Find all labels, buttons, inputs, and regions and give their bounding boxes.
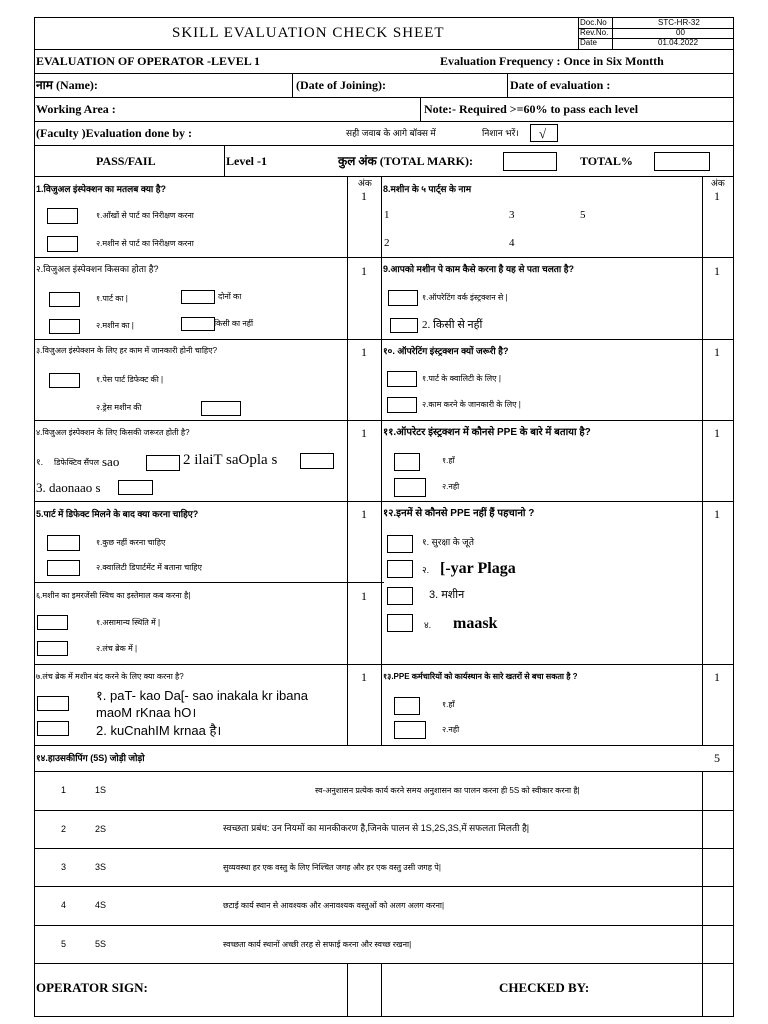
date-value: 01.04.2022 <box>658 38 699 47</box>
answer-checkbox[interactable] <box>394 721 426 739</box>
answer-checkbox[interactable] <box>390 318 418 333</box>
option-prefix: २. <box>422 565 430 575</box>
five-s-description: सुव्यवस्था हर एक वस्तु के लिए निश्चित जगह और हर एक वस्तु उसी जगह पे| <box>223 863 441 872</box>
answer-checkbox[interactable] <box>49 292 80 307</box>
rev-no-value: 00 <box>676 28 685 37</box>
row-line <box>34 145 734 146</box>
option-label: 3. मशीन <box>429 589 465 601</box>
question-2-title: २.विजुअल इंस्पेक्शन किसका होता है? <box>36 264 159 274</box>
five-s-term: 1S <box>95 785 107 795</box>
option-label: डिफेक्टिव सैंपल <box>54 458 100 467</box>
option-label: 3. daonaao s <box>36 480 101 495</box>
question-9-marks: 1 <box>714 264 720 278</box>
machine-part-4[interactable]: 4 <box>509 237 515 249</box>
answer-checkbox[interactable] <box>146 455 180 471</box>
question-12-marks: 1 <box>714 507 720 521</box>
col-line <box>702 771 703 963</box>
option-label: 2. kuCnahIM krnaa है। <box>96 723 222 738</box>
option-label: १.पार्ट के क्वालिटी के लिए | <box>422 374 501 383</box>
date-label: Date <box>580 38 597 47</box>
evaluation-date-field[interactable]: Date of evaluation : <box>510 78 611 92</box>
question-1-title: 1.विजुअल इंस्पेक्शन का मतलब क्या है? <box>36 184 167 194</box>
level-label: Level -1 <box>226 154 267 168</box>
five-s-description: स्वच्छता प्रबंध: उन नियमों का मानकीकरण है,जिनके पालन से 1S,2S,3S,में सफलता मिलती है| <box>223 823 530 833</box>
option-label: maask <box>453 615 498 632</box>
row-line <box>34 73 734 74</box>
option-label: २.ड्रेस मशीन की <box>96 403 142 412</box>
checked-by-field[interactable]: CHECKED BY: <box>499 980 590 995</box>
total-mark-label: कुल अंक (TOTAL MARK): <box>338 154 473 168</box>
row-number: 5 <box>61 939 67 949</box>
option-label: १.असामान्य स्थिति में | <box>96 618 161 627</box>
row-line <box>34 121 734 122</box>
col-line <box>702 176 703 745</box>
option-label: १.हाँ <box>442 456 455 465</box>
answer-checkbox[interactable] <box>49 319 80 334</box>
row-number: 1 <box>61 785 67 795</box>
faculty-field[interactable]: (Faculty )Evaluation done by : <box>36 126 193 140</box>
machine-part-1[interactable]: 1 <box>384 209 390 221</box>
question-1-marks: 1 <box>361 189 367 203</box>
answer-checkbox[interactable] <box>37 696 69 711</box>
row-line <box>34 925 734 926</box>
row-line <box>34 810 734 811</box>
pass-note: Note:- Required >=60% to pass each level <box>424 102 639 116</box>
row-line <box>34 745 734 746</box>
answer-checkbox[interactable] <box>201 401 241 416</box>
option-label: २.मशीन से पार्ट का निरीक्षण करना <box>96 239 194 248</box>
row-line <box>34 664 734 665</box>
option-label: २.काम करने के जानकारी के लिए | <box>422 400 521 409</box>
question-8-title: 8.मशीन के ५ पार्ट्स के नाम <box>383 184 472 194</box>
answer-checkbox[interactable] <box>47 535 80 551</box>
option-label: १. सुरक्षा के जूते <box>422 537 474 547</box>
question-11-title: ११.ऑपरेटर इंस्ट्रक्शन में कौनसे PPE के बारे में बताया है? <box>383 427 591 438</box>
row-line <box>34 501 734 502</box>
question-7-title: ७.लंच ब्रेक में मशीन बंद करने के लिए क्या करना है? <box>36 672 184 681</box>
question-6-marks: 1 <box>361 589 367 603</box>
frame-top <box>34 17 734 18</box>
answer-checkbox[interactable] <box>37 721 69 736</box>
answer-checkbox[interactable] <box>387 535 413 553</box>
question-3-title: ३.विजुअल इंस्पेक्शन के लिए हर काम में जानकारी होनी चाहिए? <box>36 346 218 355</box>
option-label: १.कुछ नहीं करना चाहिए <box>96 538 166 547</box>
answer-checkbox[interactable] <box>394 697 420 715</box>
col-line <box>347 963 348 1016</box>
row-line <box>34 848 734 849</box>
row-line <box>34 257 734 258</box>
five-s-term: 4S <box>95 900 107 910</box>
row-number: 3 <box>61 862 67 872</box>
question-5-marks: 1 <box>361 507 367 521</box>
option-label: [-yar Plaga <box>440 560 516 577</box>
col-line <box>224 145 225 176</box>
option-label: 2. किसी से नहीं <box>422 319 483 331</box>
five-s-description: स्व-अनुशासन प्रत्येक कार्य करने समय अनुशासन का पालन करना ही 5S को स्वीकार करना है| <box>315 786 580 795</box>
question-14-title: १४.हाउसकीपिंग (5S) जोड़ी जोड़ो <box>36 753 145 763</box>
answer-checkbox[interactable] <box>300 453 334 469</box>
answer-checkbox[interactable] <box>181 290 215 304</box>
row-line <box>34 97 734 98</box>
working-area-field[interactable]: Working Area : <box>36 102 116 116</box>
row-number: 4 <box>61 900 67 910</box>
five-s-term: 5S <box>95 939 107 949</box>
answer-checkbox[interactable] <box>387 397 417 413</box>
option-label: १.हाँ <box>442 700 455 709</box>
total-mark-input[interactable] <box>503 152 557 171</box>
row-line <box>34 963 734 964</box>
tick-example-box <box>530 124 558 142</box>
evaluation-frequency: Evaluation Frequency : Once in Six Montth <box>440 54 664 68</box>
question-10-marks: 1 <box>714 345 720 359</box>
col-line <box>420 97 421 121</box>
row-line <box>34 771 734 772</box>
option-label: दोनों का <box>218 292 242 301</box>
col-line <box>507 73 508 97</box>
machine-part-2[interactable]: 2 <box>384 237 390 249</box>
option-prefix: १. <box>36 457 44 467</box>
level-title: EVALUATION OF OPERATOR -LEVEL 1 <box>36 54 261 68</box>
answer-checkbox[interactable] <box>37 615 68 630</box>
question-13-marks: 1 <box>714 670 720 684</box>
answer-checkbox[interactable] <box>47 208 78 224</box>
frame-left <box>34 17 35 1017</box>
option-label: २.क्वालिटी डिपार्टमेंट में बताना चाहिए <box>96 563 202 572</box>
option-label: १. paT- kao Da[- sao inakala kr ibana <box>96 688 308 703</box>
answer-checkbox[interactable] <box>387 587 413 605</box>
question-12-title: १२.इनमें से कौनसे PPE नहीं हैं पहचानो ? <box>383 508 535 519</box>
doc-no-label: Doc.No <box>580 18 607 27</box>
col-line <box>292 73 293 97</box>
five-s-description: छटाई कार्य स्थान से आवश्यक और अनावश्यक वस्तुओं को अलग अलग करना| <box>223 901 445 910</box>
row-line <box>34 339 734 340</box>
five-s-term: 3S <box>95 862 107 872</box>
doc-divider <box>578 38 734 39</box>
frame-bottom <box>34 1016 734 1017</box>
option-prefix: ४. <box>424 620 432 630</box>
answer-checkbox[interactable] <box>47 560 80 576</box>
col-line <box>702 963 703 1016</box>
question-9-title: 9.आपको मशीन पे काम कैसे करना है यह से पता चलता है? <box>383 264 575 274</box>
question-7-marks: 1 <box>361 670 367 684</box>
doc-no-value: STC-HR-32 <box>658 18 700 27</box>
doc-divider <box>612 17 613 49</box>
option-label: sao <box>102 454 120 469</box>
row-line <box>34 582 384 583</box>
question-11-marks: 1 <box>714 426 720 440</box>
option-label: २.नही <box>442 725 460 734</box>
row-number: 2 <box>61 824 67 834</box>
page-title: SKILL EVALUATION CHECK SHEET <box>172 25 445 41</box>
marks-label: अंक <box>711 178 725 188</box>
option-label: २.लंच ब्रेक में | <box>96 644 138 653</box>
option-label: २.नही <box>442 482 460 491</box>
five-s-description: स्वच्छता कार्य स्थानों अच्छी तरह से सफाई करना और स्वच्छ रखना| <box>223 940 412 949</box>
rev-no-label: Rev.No. <box>580 28 609 37</box>
total-percent-label: TOTAL% <box>580 154 633 168</box>
option-label: १.ऑपरेटिंग वर्क इंस्ट्रक्शन से | <box>422 293 508 302</box>
option-label-cont: maoM rKnaa hO। <box>96 705 197 720</box>
tick-instruction-2: निशान भरें। <box>482 128 519 138</box>
question-4-marks: 1 <box>361 426 367 440</box>
answer-checkbox[interactable] <box>47 236 78 252</box>
machine-part-3[interactable]: 3 <box>509 209 515 221</box>
doc-divider <box>578 17 579 49</box>
total-percent-input[interactable] <box>654 152 710 171</box>
checkmark-icon: √ <box>539 126 547 141</box>
answer-checkbox[interactable] <box>49 373 80 388</box>
question-3-marks: 1 <box>361 345 367 359</box>
five-s-term: 2S <box>95 824 107 834</box>
pass-fail-label: PASS/FAIL <box>96 154 156 168</box>
question-14-marks: 5 <box>714 751 720 765</box>
marks-label: अंक <box>358 178 372 188</box>
option-label: किसी का नहीं <box>214 319 254 328</box>
joining-date-field[interactable]: (Date of Joining): <box>296 78 386 92</box>
answer-checkbox[interactable] <box>181 317 215 331</box>
col-line <box>381 176 382 745</box>
question-2-marks: 1 <box>361 264 367 278</box>
option-label: १.पेस पार्ट डिफेक्ट की | <box>96 375 164 384</box>
option-label: १.पार्ट का | <box>96 294 128 303</box>
question-10-title: १०. ऑपरेटिंग इंस्ट्रक्शन क्यों जरूरी है? <box>383 346 509 356</box>
row-line <box>34 886 734 887</box>
answer-checkbox[interactable] <box>118 480 153 495</box>
row-line <box>34 176 734 177</box>
question-8-marks: 1 <box>714 189 720 203</box>
frame-right <box>733 17 734 1017</box>
answer-checkbox[interactable] <box>387 560 413 578</box>
answer-checkbox[interactable] <box>394 478 426 497</box>
col-line <box>347 176 348 745</box>
question-13-title: १३.PPE कर्मचारियों को कार्यस्थान के सारे खतरों से बचा सकता है ? <box>383 672 578 681</box>
answer-checkbox[interactable] <box>37 641 68 656</box>
answer-checkbox[interactable] <box>394 453 420 471</box>
question-4-title: ४.विजुअल इंस्पेक्शन के लिए किसकी जरूरत होती है? <box>36 428 190 437</box>
option-label: 2 ilaiT saOpla s <box>183 452 278 468</box>
row-line <box>34 49 734 50</box>
machine-part-5[interactable]: 5 <box>580 209 586 221</box>
operator-sign-field[interactable]: OPERATOR SIGN: <box>36 980 148 995</box>
col-line <box>381 963 382 1016</box>
row-line <box>34 420 734 421</box>
option-label: २.मशीन का | <box>96 321 134 330</box>
option-label: १.आँखों से पार्ट का निरीक्षण करना <box>96 211 194 220</box>
answer-checkbox[interactable] <box>387 371 417 387</box>
tick-instruction: सही जवाब के आगे बॉक्स में <box>346 128 436 138</box>
question-5-title: 5.पार्ट में डिफेक्ट मिलने के बाद क्या करना चाहिए? <box>36 509 199 519</box>
name-field[interactable]: नाम (Name): <box>36 78 98 92</box>
answer-checkbox[interactable] <box>387 614 413 632</box>
answer-checkbox[interactable] <box>388 290 418 306</box>
question-6-title: ६.मशीन का इमरजेंसी स्विच का इस्तेमाल कब करना है| <box>36 591 191 600</box>
